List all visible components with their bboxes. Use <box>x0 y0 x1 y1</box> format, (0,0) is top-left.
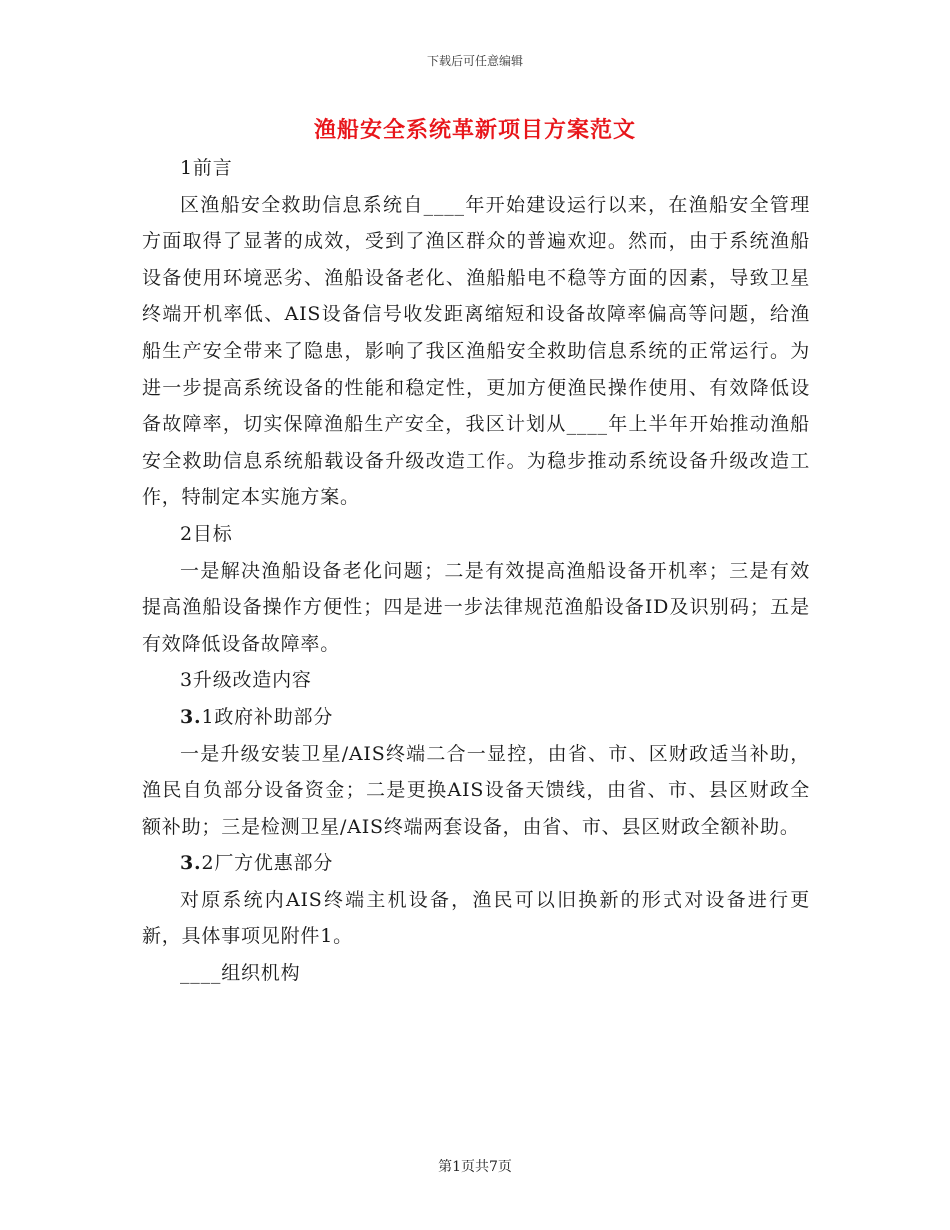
document-title: 渔船安全系统革新项目方案范文 <box>313 117 636 143</box>
subsection-heading-manufacturer-discount <box>142 845 810 882</box>
paragraph-government-subsidy: 一是升级安装卫星/AIS终端二合一显控，由省、市、区财政适当补助，渔民自负部分设备资金；二是更换AIS设备天馈线，由省、市、县区财政全额补助；三是检测卫星/AIS终端两套设备，由省、市、县区财政全额补助。 <box>142 742 810 838</box>
subsection-heading-government-subsidy <box>142 699 810 736</box>
subsection-text: 1政府补助部分 <box>201 705 334 728</box>
paragraph-preface: 区渔船安全救助信息系统自____年开始建设运行以来，在渔船安全管理方面取得了显著的成效，受到了渔区群众的普遍欢迎。然而，由于系统渔船设备使用环境恶劣、渔船设备老化、渔船船电不稳等方面的因素，导致卫星终端开机率低、AIS设备信号收发距离缩短和设备故障率偏高等问题，给渔船生产安全带来了隐患，影响了我区渔船安全救助信息系统的正常运行。为进一步提高系统设备的性能和稳定性，更加方便渔民操作使用、有效降低设备故障率，切实保障渔船生产安全，我区计划从____年上半年开始推动渔船安全救助信息系统船载设备升级改造工作。为稳步推动系统设备升级改造工作，特制定本实施方案。 <box>142 193 810 509</box>
page-number: 第1页共7页 <box>438 1159 512 1175</box>
paragraph-manufacturer-discount: 对原系统内AIS终端主机设备，渔民可以旧换新的形式对设备进行更新，具体事项见附件1。 <box>142 888 810 948</box>
section-heading-preface: 1前言 <box>180 157 233 179</box>
section-heading-organization: ____组织机构 <box>180 962 301 985</box>
header-note: 下载后可任意编辑 <box>426 54 523 68</box>
paragraph-goals: 一是解决渔船设备老化问题；二是有效提高渔船设备开机率；三是有效提高渔船设备操作方便性；四是进一步法律规范渔船设备ID及识别码；五是有效降低设备故障率。 <box>142 559 810 655</box>
subsection-number: 3. <box>180 852 202 875</box>
subsection-number: 3. <box>180 705 202 728</box>
section-heading-goals: 2目标 <box>180 522 233 545</box>
subsection-text: 2厂方优惠部分 <box>201 852 334 875</box>
document-body <box>142 150 810 992</box>
section-heading-upgrade: 3升级改造内容 <box>180 669 312 692</box>
